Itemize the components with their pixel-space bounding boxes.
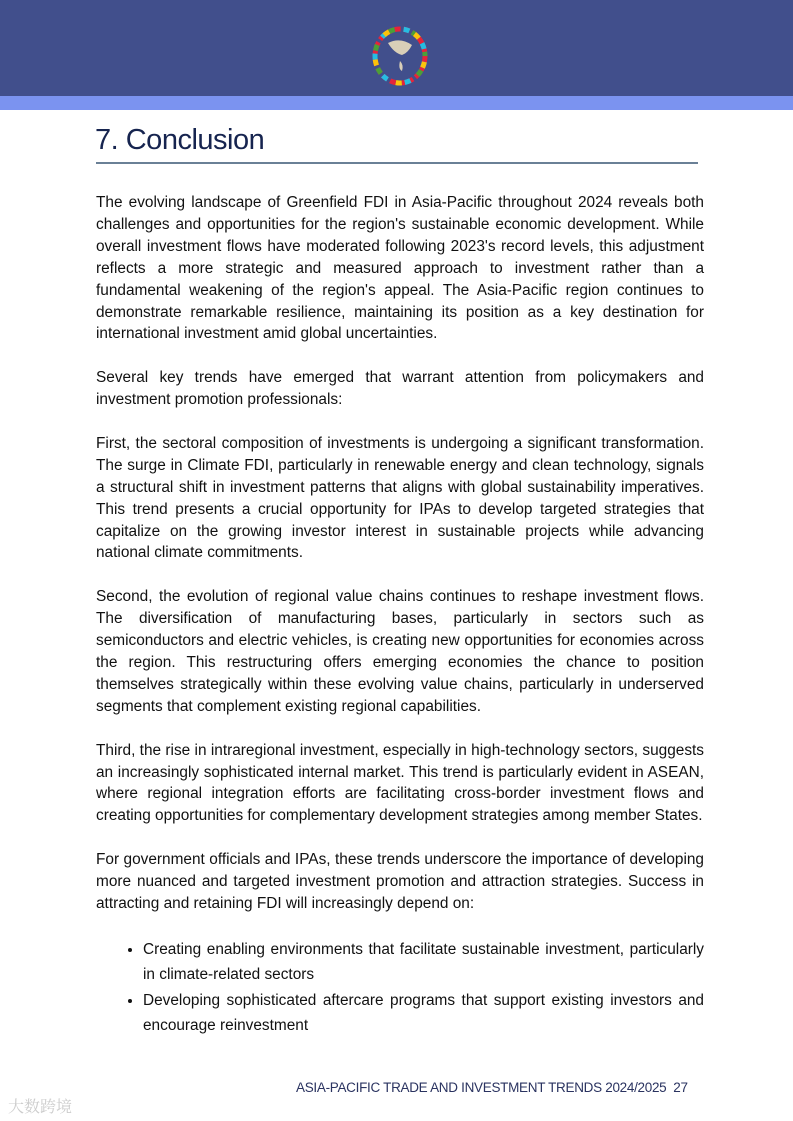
sdg-ring-logo-icon (370, 25, 430, 87)
footer-title: ASIA-PACIFIC TRADE AND INVESTMENT TRENDS 2024/2025 (296, 1080, 667, 1095)
body-text (96, 192, 704, 1039)
paragraph: For government officials and IPAs, these trends underscore the importance of developing more nuanced and targeted investment promotion and attraction strategies. Success in attracting and retaining FDI will increasingly depend on: (96, 851, 704, 912)
page-title: 7. Conclusion (95, 124, 265, 156)
paragraph: Third, the rise in intraregional investment, especially in high-technology sectors, suggests an increasingly sophisticated internal market. This trend is particularly evident in ASEAN, where regional integration efforts are facilitating cross-border investment flows and creating opportunities for complementary development strategies among member States. (96, 741, 704, 825)
watermark: 大数跨境 (8, 1099, 73, 1116)
title-underline (96, 162, 698, 164)
page-number: 27 (673, 1080, 688, 1095)
paragraph: The evolving landscape of Greenfield FDI in Asia-Pacific throughout 2024 reveals both challenges and opportunities for the region's sustainable economic development. While overall investment flows have moderated following 2023's record levels, this adjustment reflects a more strategic and measured approach to investment rather than a fundamental weakening of the region's appeal. The Asia-Pacific region continues to demonstrate remarkable resilience, maintaining its position as a key destination for international investment amid global uncertainties. (96, 194, 704, 343)
paragraph: Second, the evolution of regional value chains continues to reshape investment flows. The diversification of manufacturing bases, particularly in sectors such as semiconductors and electric vehicles, is creating new opportunities for economies across the region. This restructuring offers emerging economies the chance to position themselves strategically within these evolving value chains, particularly in underserved segments that complement existing regional capabilities. (96, 588, 704, 715)
paragraph: Several key trends have emerged that warrant attention from policymakers and investment promotion professionals: (96, 369, 704, 409)
paragraph: First, the sectoral composition of investments is undergoing a significant transformation. The surge in Climate FDI, particularly in renewable energy and clean technology, signals a structural shift in investment patterns that aligns with global sustainability imperatives. This trend presents a crucial opportunity for IPAs to develop targeted strategies that capitalize on the growing investor interest in sustainable projects while advancing national climate commitments. (96, 434, 704, 562)
list-item: • Developing sophisticated aftercare programs that support existing investors and encourage reinvestment (143, 988, 704, 1039)
list-item: • Creating enabling environments that facilitate sustainable investment, particularly in climate-related sectors (143, 937, 704, 988)
footer (296, 1080, 688, 1095)
header-accent-band (0, 96, 793, 110)
bullet-list (96, 937, 704, 1039)
